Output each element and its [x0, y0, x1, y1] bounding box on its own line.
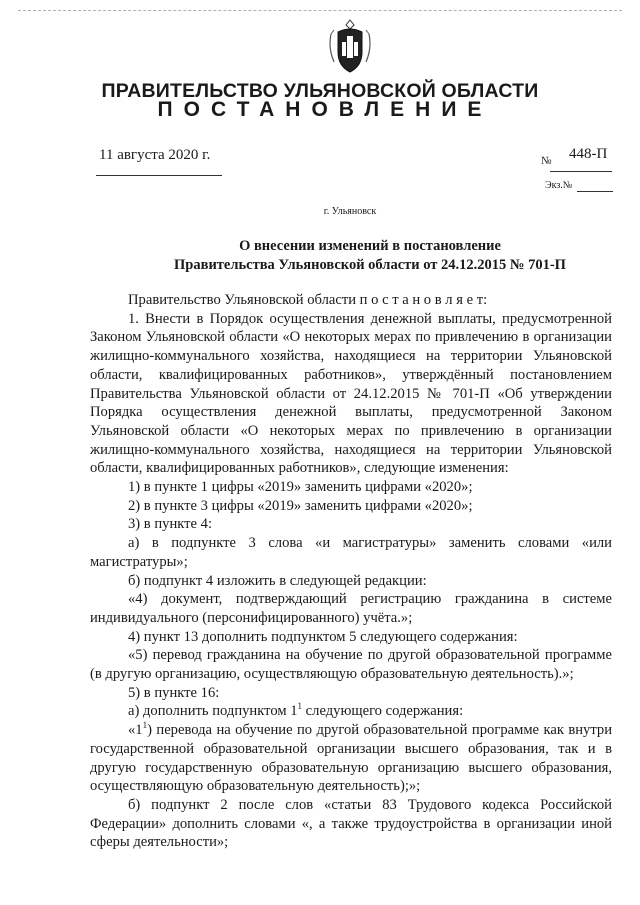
list-item-5a-prefix: а) дополнить подпунктом 1	[128, 703, 298, 720]
number-underline	[550, 171, 612, 172]
quote-superscript: 1	[142, 720, 148, 731]
paragraph-1: 1. Внести в Порядок осуществления денежной выплаты, предусмотренной Законом Ульяновской области «О некоторых мерах по привлечению в организации жилищно-коммунального хозяйства, находящиеся на территории Ульяновской области, квалифицированных работников», утверждённый постановлением Правительства Ульяновской области от 24.12.2015 № 701-П «Об утверждении Порядка осуществления денежной выплаты, предусмотренной Законом Ульяновской области «О некоторых мерах по привлечению в организации жилищно-коммунального хозяйства, находящиеся на территории Ульяновской области, квалифицированных работников», следующие изменения:	[90, 310, 612, 477]
copy-number-label: Экз.№	[545, 180, 573, 191]
subject-line-2: Правительства Ульяновской области от 24.12.2015 № 701-П	[174, 257, 566, 273]
document-subject	[0, 237, 640, 275]
document-number: 448-П	[569, 146, 608, 162]
quote-prefix: «1	[128, 722, 143, 739]
list-item-5a-superscript: 1	[297, 701, 303, 712]
list-item-4: 4) пункт 13 дополнить подпунктом 5 следующего содержания:	[128, 628, 518, 645]
list-item-5b: б) подпункт 2 после слов «статьи 83 Трудового кодекса Российской Федерации» дополнить словами «, а также трудоустройства в организации иной сферы деятельности»;	[90, 796, 612, 851]
list-item-3a: а) в подпункте 3 слова «и магистратуры» заменить словами «или магистратуры»;	[90, 535, 612, 570]
government-title: ПРАВИТЕЛЬСТВО УЛЬЯНОВСКОЙ ОБЛАСТИ	[101, 80, 539, 102]
list-item-5a-quote	[90, 721, 612, 796]
list-item-2: 2) в пункте 3 цифры «2019» заменить цифрами «2020»;	[128, 497, 473, 514]
document-type-title: ПОСТАНОВЛЕНИЕ	[157, 98, 493, 121]
list-item-3: 3) в пункте 4:	[128, 516, 213, 533]
document-body	[90, 291, 612, 852]
subject-line-1: О внесении изменений в постановление	[239, 238, 501, 254]
list-item-4-quote: «5) перевод гражданина на обучение по другой образовательной программе (в другую организацию, осуществляющую образовательную деятельность).»;	[90, 647, 612, 683]
list-item-5a-suffix: следующего содержания:	[302, 703, 464, 720]
document-date: 11 августа 2020 г.	[99, 147, 211, 163]
city-name: г. Ульяновск	[323, 206, 377, 217]
copy-number-underline	[577, 191, 613, 192]
list-item-5a	[90, 702, 612, 721]
list-item-3b-quote: «4) документ, подтверждающий регистрацию гражданина в системе индивидуального (персонифицированного) учёта.»;	[90, 591, 612, 626]
quote-text: ) перевода на обучение по другой образовательной программе как внутри государственной образовательной организации высшего образования, так и в другую государственную образовательную организацию высшего образования, осуществляющую образовательную деятельность);»;	[90, 722, 612, 795]
number-sign: №	[541, 155, 552, 167]
list-item-5: 5) в пункте 16:	[128, 684, 220, 701]
coat-of-arms-emblem	[328, 18, 372, 76]
date-underline	[96, 175, 222, 176]
list-item-3b: б) подпункт 4 изложить в следующей редакции:	[128, 572, 427, 589]
list-item-1: 1) в пункте 1 цифры «2019» заменить цифрами «2020»;	[128, 479, 473, 496]
scan-top-border	[18, 10, 622, 11]
intro-paragraph: Правительство Ульяновской области п о с т а н о в л я е т:	[128, 292, 488, 308]
